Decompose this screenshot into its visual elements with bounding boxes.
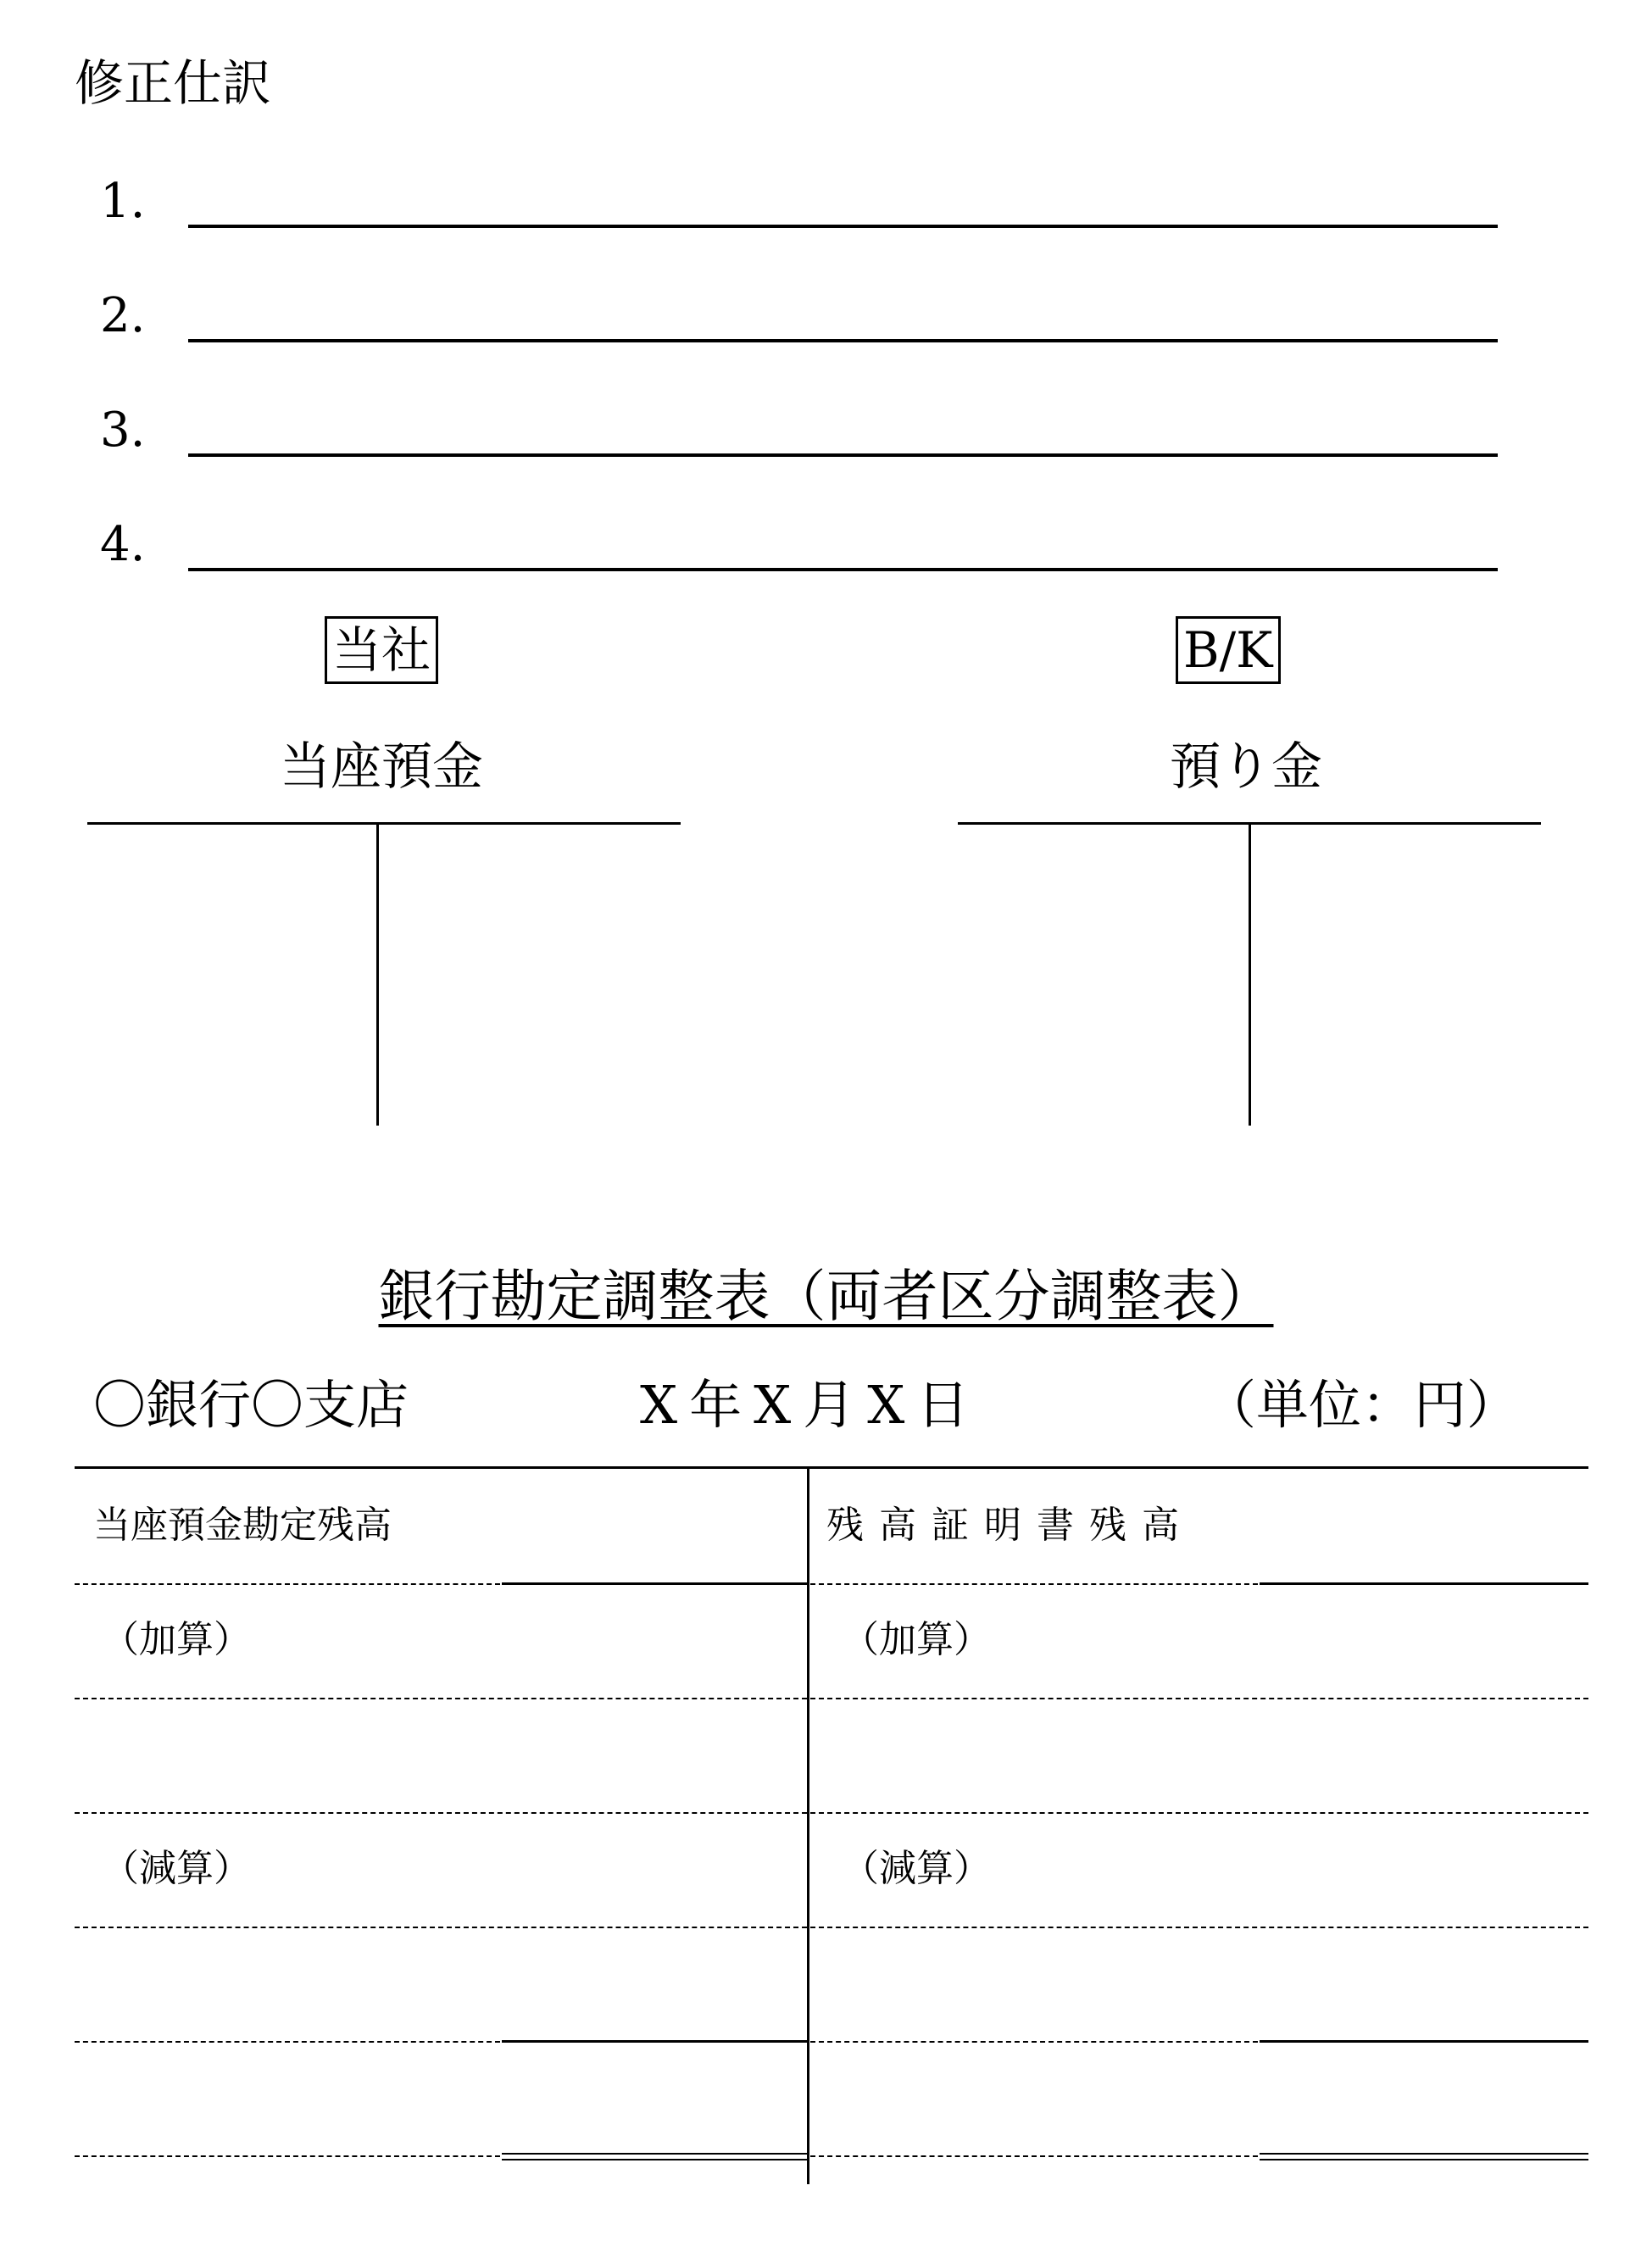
left-subtotal-underline (502, 2040, 807, 2043)
right-total-double-underline (1260, 2153, 1588, 2160)
left-row3-dashed (75, 1812, 807, 1814)
statement-date: X年X月X日 (640, 1374, 982, 1436)
unit-label: （単位：円） (1204, 1374, 1520, 1436)
t-account-right-name: 預り金 (1170, 737, 1322, 797)
section-heading: 修正仕訳 (75, 54, 272, 112)
right-row6-dashed (810, 2155, 1258, 2157)
entry-number-4: 4. (100, 517, 146, 572)
t-account-left-top-line (87, 822, 681, 825)
left-balance-underline (502, 1582, 807, 1585)
left-row4-dashed (75, 1927, 807, 1928)
entry-line-2 (188, 339, 1498, 342)
right-balance-label: 残高証明書残高 (826, 1504, 1194, 1547)
bank-box-label: B/K (1176, 616, 1281, 684)
t-account-left-name: 当座預金 (280, 737, 483, 797)
table-center-divider (807, 1467, 809, 2184)
right-subtotal-underline (1260, 2040, 1588, 2043)
left-row2-dashed (75, 1698, 807, 1699)
right-row2-dashed (810, 1698, 1588, 1699)
right-row1-dashed (810, 1583, 1258, 1585)
left-row6-dashed (75, 2155, 500, 2157)
left-total-double-underline (502, 2153, 807, 2160)
t-account-right-divider (1249, 823, 1251, 1126)
left-row5-dashed (75, 2041, 500, 2043)
entry-line-3 (188, 453, 1498, 457)
entry-line-4 (188, 568, 1498, 571)
left-row1-dashed (75, 1583, 500, 1585)
right-row4-dashed (810, 1927, 1588, 1928)
left-subtract-label: （減算） (102, 1847, 251, 1890)
entry-number-3: 3. (100, 403, 146, 458)
left-add-label: （加算） (102, 1618, 251, 1661)
right-subtract-label: （減算） (842, 1847, 991, 1890)
entry-number-2: 2. (100, 288, 146, 343)
bank-branch: 〇銀行〇支店 (93, 1374, 409, 1436)
entry-number-1: 1. (100, 174, 146, 229)
right-row5-dashed (810, 2041, 1258, 2043)
t-account-left-divider (376, 823, 379, 1126)
table-top-border (75, 1466, 1588, 1469)
reconciliation-title: 銀行勘定調整表（両者区分調整表） (378, 1264, 1274, 1329)
right-balance-underline (1260, 1582, 1588, 1585)
entry-line-1 (188, 225, 1498, 228)
left-balance-label: 当座預金勘定残高 (93, 1504, 392, 1547)
right-add-label: （加算） (842, 1618, 991, 1661)
company-box-label: 当社 (325, 616, 438, 684)
right-row3-dashed (810, 1812, 1588, 1814)
